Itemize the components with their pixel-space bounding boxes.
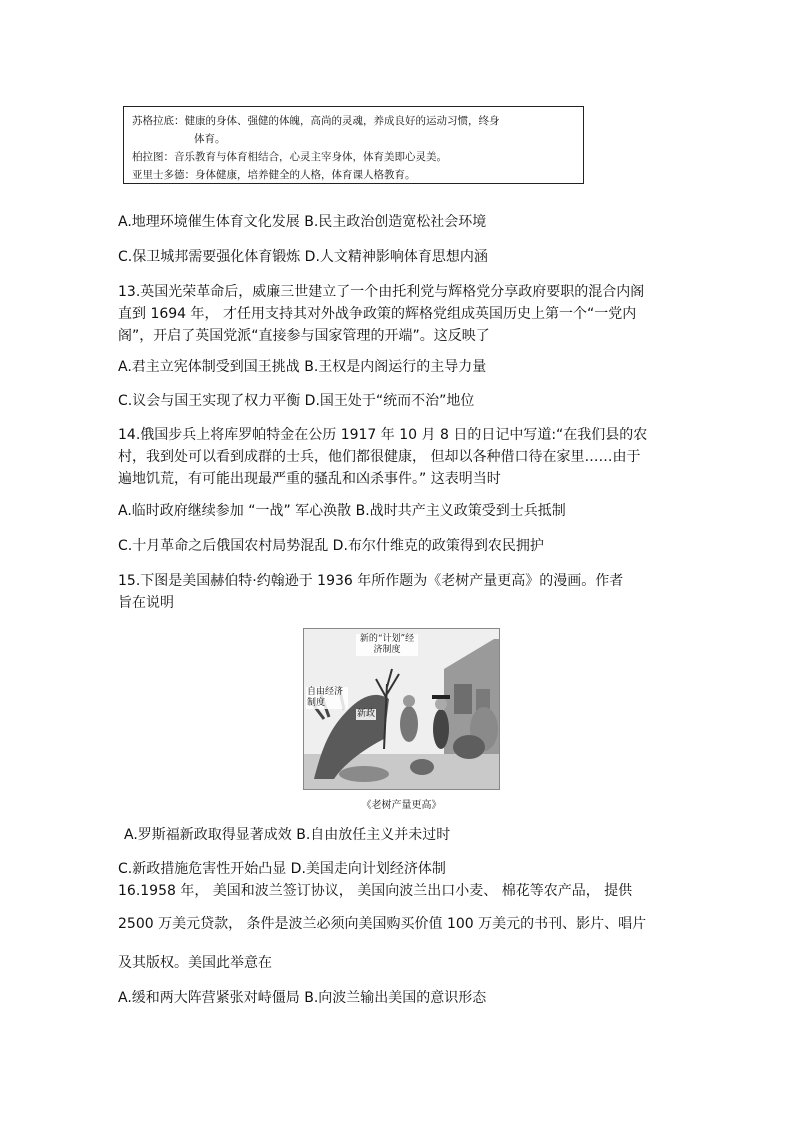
q14-options-cd: C.十月革命之后俄国农村局势混乱 D.布尔什维克的政策得到农民拥护 [118,538,544,554]
quote-plato: 柏拉图：音乐教育与体育相结合，心灵主宰身体，体育美即心灵美。 [132,151,447,163]
q15-options-ab: A.罗斯福新政取得显著成效 B.自由放任主义并未过时 [124,827,451,843]
q15-stem-line-1: 15.下图是美国赫伯特·约翰逊于 1936 年所作题为《老树产量更高》的漫画。作者 [118,573,624,589]
cartoon-caption: 《老树产量更高》 [361,800,442,811]
q14-stem-line-1: 14.俄国步兵上将库罗帕特金在公历 1917 年 10 月 8 日的日记中写道:“在我们县的农 [118,427,648,443]
cartoon-label-planned-economy: 新的“计划”经济制度 [356,634,418,656]
cartoon-old-tree-image [303,628,500,790]
philosophers-quote-box [123,106,584,184]
q13-stem-line-1: 13.英国光荣革命后，威廉三世建立了一个由托利党与辉格党分享政府要职的混合内阁 [118,284,645,300]
q15-options-cd: C.新政措施危害性开始凸显 D.美国走向计划经济体制 [118,861,446,877]
q16-stem-line-1: 16.1958 年， 美国和波兰签订协议， 美国向波兰出口小麦、 棉花等农产品， 提供 [118,883,633,899]
q12-options-ab: A.地理环境催生体育文化发展 B.民主政治创造宽松社会环境 [118,214,487,230]
q13-stem-line-2: 直到 1694 年， 才任用支持其对外战争政策的辉格党组成英国历史上第一个“一党内 [118,306,637,322]
quote-aristotle: 亚里士多德：身体健康，培养健全的人格，体育课人格教育。 [132,169,416,181]
q16-options-ab: A.缓和两大阵营紧张对峙僵局 B.向波兰输出美国的意识形态 [118,990,487,1006]
q13-options-ab: A.君主立宪体制受到国王挑战 B.王权是内阁运行的主导力量 [118,359,487,375]
q15-stem-line-2: 旨在说明 [118,595,174,611]
q13-stem-line-3: 阁”，开启了英国党派“直接参与国家管理的开端”。这反映了 [118,328,490,344]
q14-stem-line-3: 遍地饥荒，有可能出现最严重的骚乱和凶杀事件。” 这表明当时 [118,471,501,487]
q16-stem-line-2: 2500 万美元贷款， 条件是波兰必须向美国购买价值 100 万美元的书刊、影片、唱片 [118,916,647,932]
q14-options-ab: A.临时政府继续参加 “一战” 军心涣散 B.战时共产主义政策受到士兵抵制 [118,503,566,519]
quote-socrates-line-2: 体育。 [194,133,226,145]
q14-stem-line-2: 村，我到处可以看到成群的士兵，他们都很健康， 但却以各种借口待在家里……由于 [118,449,641,465]
q13-options-cd: C.议会与国王实现了权力平衡 D.国王处于“统而不治”地位 [118,393,475,409]
q16-stem-line-3: 及其版权。美国此举意在 [118,955,272,971]
q12-options-cd: C.保卫城邦需要强化体育锻炼 D.人文精神影响体育思想内涵 [118,249,488,265]
cartoon-label-new-deal: 新政 [357,709,376,719]
quote-socrates-line-1: 苏格拉底：健康的身体、强健的体魄，高尚的灵魂，养成良好的运动习惯，终身 [132,115,500,127]
cartoon-label-free-economy: 自由经济制度 [306,687,348,709]
